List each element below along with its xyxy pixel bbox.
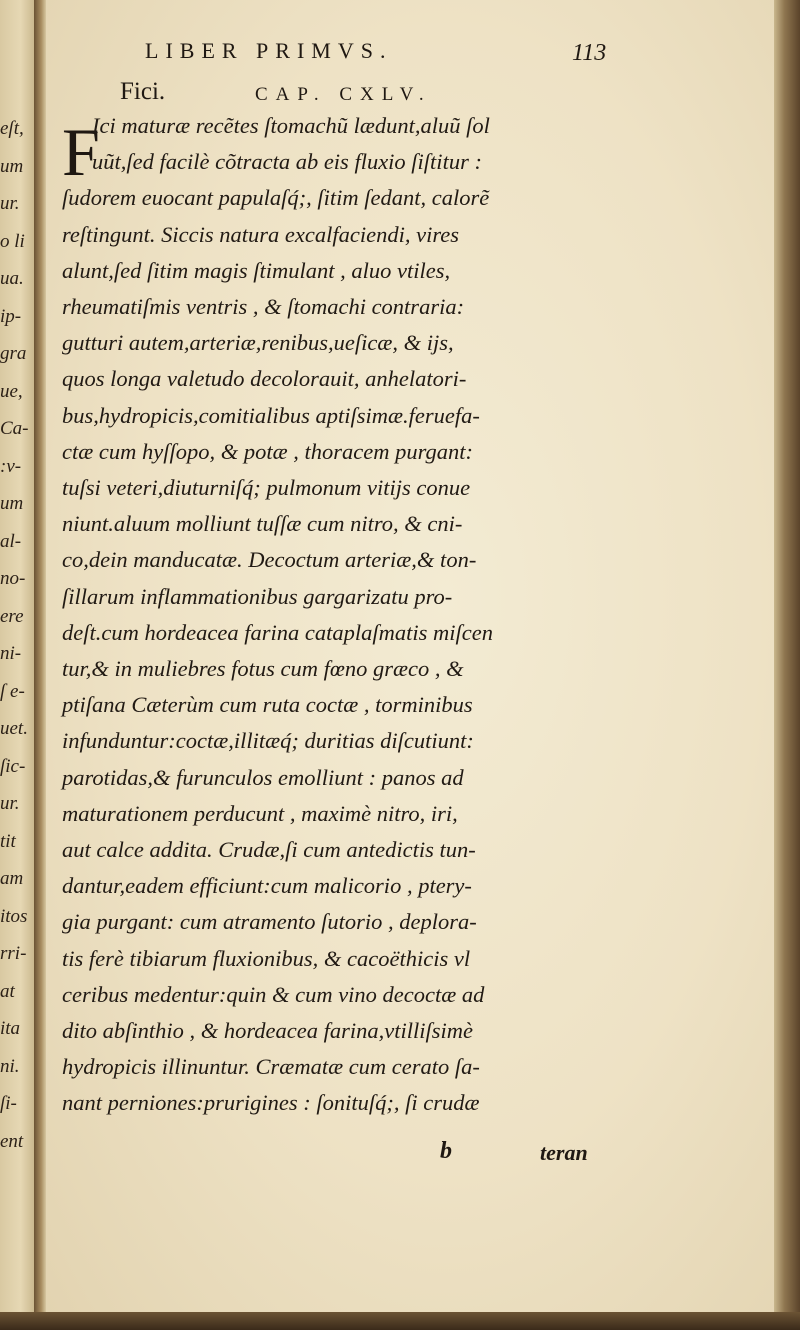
previous-page-fragment: um bbox=[0, 155, 24, 177]
text-line: deſt.cum hordeacea farina cataplaſmatis miſcen bbox=[62, 619, 493, 645]
text-line: quos longa valetudo decolorauit, anhelatori- bbox=[62, 366, 467, 392]
text-line: hydropicis illinuntur. Cræmatæ cum cerato ſa- bbox=[62, 1054, 480, 1080]
previous-page-fragment: ur. bbox=[0, 193, 20, 214]
previous-page-fragment: al- bbox=[0, 530, 22, 552]
text-line: aut calce addita. Crudæ,ſi cum antedictis tun- bbox=[62, 837, 476, 862]
previous-page-fragment: ſic- bbox=[0, 755, 26, 777]
folio-number: 113 bbox=[572, 40, 607, 66]
text-line: dito abſinthio , & hordeacea farina,vtilliſsimè bbox=[62, 1018, 474, 1043]
text-line: nant perniones:prurigines : ſonituſq́;, ſi crudæ bbox=[62, 1090, 480, 1116]
text-line: ptiſana Cæterùm cum ruta coctæ , torminibus bbox=[62, 692, 473, 718]
previous-page-fragment: Ca- bbox=[0, 418, 29, 439]
text-line: co,dein manducatæ. Decoctum arteriæ,& ton- bbox=[62, 547, 477, 573]
previous-page-fragment: eſt, bbox=[0, 118, 24, 139]
text-line: maturationem perducunt , maximè nitro, iri, bbox=[62, 800, 458, 826]
text-line: ſillarum inflammationibus gargarizatu pro- bbox=[62, 583, 453, 609]
text-line: ceribus medentur:quin & cum vino decoctæ ad bbox=[62, 981, 485, 1007]
previous-page-fragment: tit bbox=[0, 830, 16, 852]
previous-page-fragment: ent bbox=[0, 1130, 24, 1152]
text-line: infunduntur:coctæ,illitæq́; duritias diſcutiunt: bbox=[62, 728, 474, 754]
previous-page-fragment: itos bbox=[0, 905, 28, 927]
previous-page-fragment: am bbox=[0, 868, 24, 889]
previous-page-fragment: ur. bbox=[0, 793, 20, 814]
previous-page-fragment: gra bbox=[0, 343, 27, 364]
previous-page-fragment: ere bbox=[0, 605, 24, 627]
text-line: uũt,ſed facilè cõtracta ab eis fluxio ſiſtitur : bbox=[92, 149, 482, 175]
previous-page-fragment: uet. bbox=[0, 718, 28, 739]
previous-page-fragment: :v- bbox=[0, 455, 22, 477]
page-edge-bottom bbox=[0, 1312, 800, 1330]
text-line: gutturi autem,arteriæ,renibus,ueſicæ, & ijs, bbox=[62, 330, 454, 356]
text-line: Ici maturæ recẽtes ſtomachũ lædunt,aluũ ſol bbox=[92, 113, 490, 138]
previous-page-fragment: rri- bbox=[0, 943, 27, 964]
page-edge-right bbox=[774, 0, 800, 1330]
signature-mark: b bbox=[440, 1138, 452, 1164]
previous-page-fragment: ip- bbox=[0, 305, 22, 327]
text-line: reſtingunt. Siccis natura excalfaciendi, vires bbox=[62, 221, 459, 247]
text-line: tis ferè tibiarum fluxionibus, & cacoëthicis vl bbox=[62, 945, 471, 971]
text-line: alunt,ſed ſitim magis ſtimulant , aluo vtiles, bbox=[62, 257, 451, 283]
text-line: gia purgant: cum atramento ſutorio , deplora- bbox=[62, 909, 477, 935]
text-line: tuſsi veteri,diuturniſq́; pulmonum vitijs conue bbox=[62, 475, 471, 500]
previous-page-fragment: o li bbox=[0, 230, 25, 252]
previous-page-fragment: ſ e- bbox=[0, 680, 25, 702]
text-line: niunt.aluum molliunt tuſſæ cum nitro, & cni- bbox=[62, 511, 463, 537]
previous-page-edge bbox=[0, 0, 34, 1330]
text-line: bus,hydropicis,comitialibus aptiſsimæ.feruefa- bbox=[62, 402, 480, 428]
previous-page-fragment: ita bbox=[0, 1018, 21, 1039]
previous-page-fragment: ue, bbox=[0, 380, 23, 402]
text-line: tur,& in muliebres fotus cum fœno græco , & bbox=[62, 656, 464, 681]
text-line: parotidas,& furunculos emolliunt : panos ad bbox=[62, 764, 464, 790]
catchword: teran bbox=[540, 1140, 588, 1165]
previous-page-fragment: at bbox=[0, 980, 15, 1002]
text-line: ctæ cum hyſſopo, & potæ , thoracem purgant: bbox=[62, 438, 473, 464]
text-line: dantur,eadem efficiunt:cum malicorio , ptery- bbox=[62, 873, 472, 899]
previous-page-fragment: ua. bbox=[0, 268, 24, 289]
previous-page-fragment: ni. bbox=[0, 1055, 20, 1077]
drop-initial: F bbox=[62, 114, 100, 190]
running-head: LIBER PRIMVS. bbox=[145, 38, 393, 63]
previous-page-fragment: um bbox=[0, 493, 24, 514]
section-title: Fici. bbox=[120, 78, 166, 105]
text-line: rheumatiſmis ventris , & ſtomachi contraria: bbox=[62, 294, 465, 319]
book-gutter bbox=[34, 0, 46, 1330]
previous-page-fragment: ni- bbox=[0, 643, 22, 664]
chapter-heading: CAP. CXLV. bbox=[255, 84, 432, 105]
previous-page-fragment: no- bbox=[0, 568, 26, 589]
previous-page-fragment: ſi- bbox=[0, 1093, 17, 1114]
text-line: ſudorem euocant papulaſq́;, ſitim ſedant, calorẽ bbox=[62, 185, 490, 211]
